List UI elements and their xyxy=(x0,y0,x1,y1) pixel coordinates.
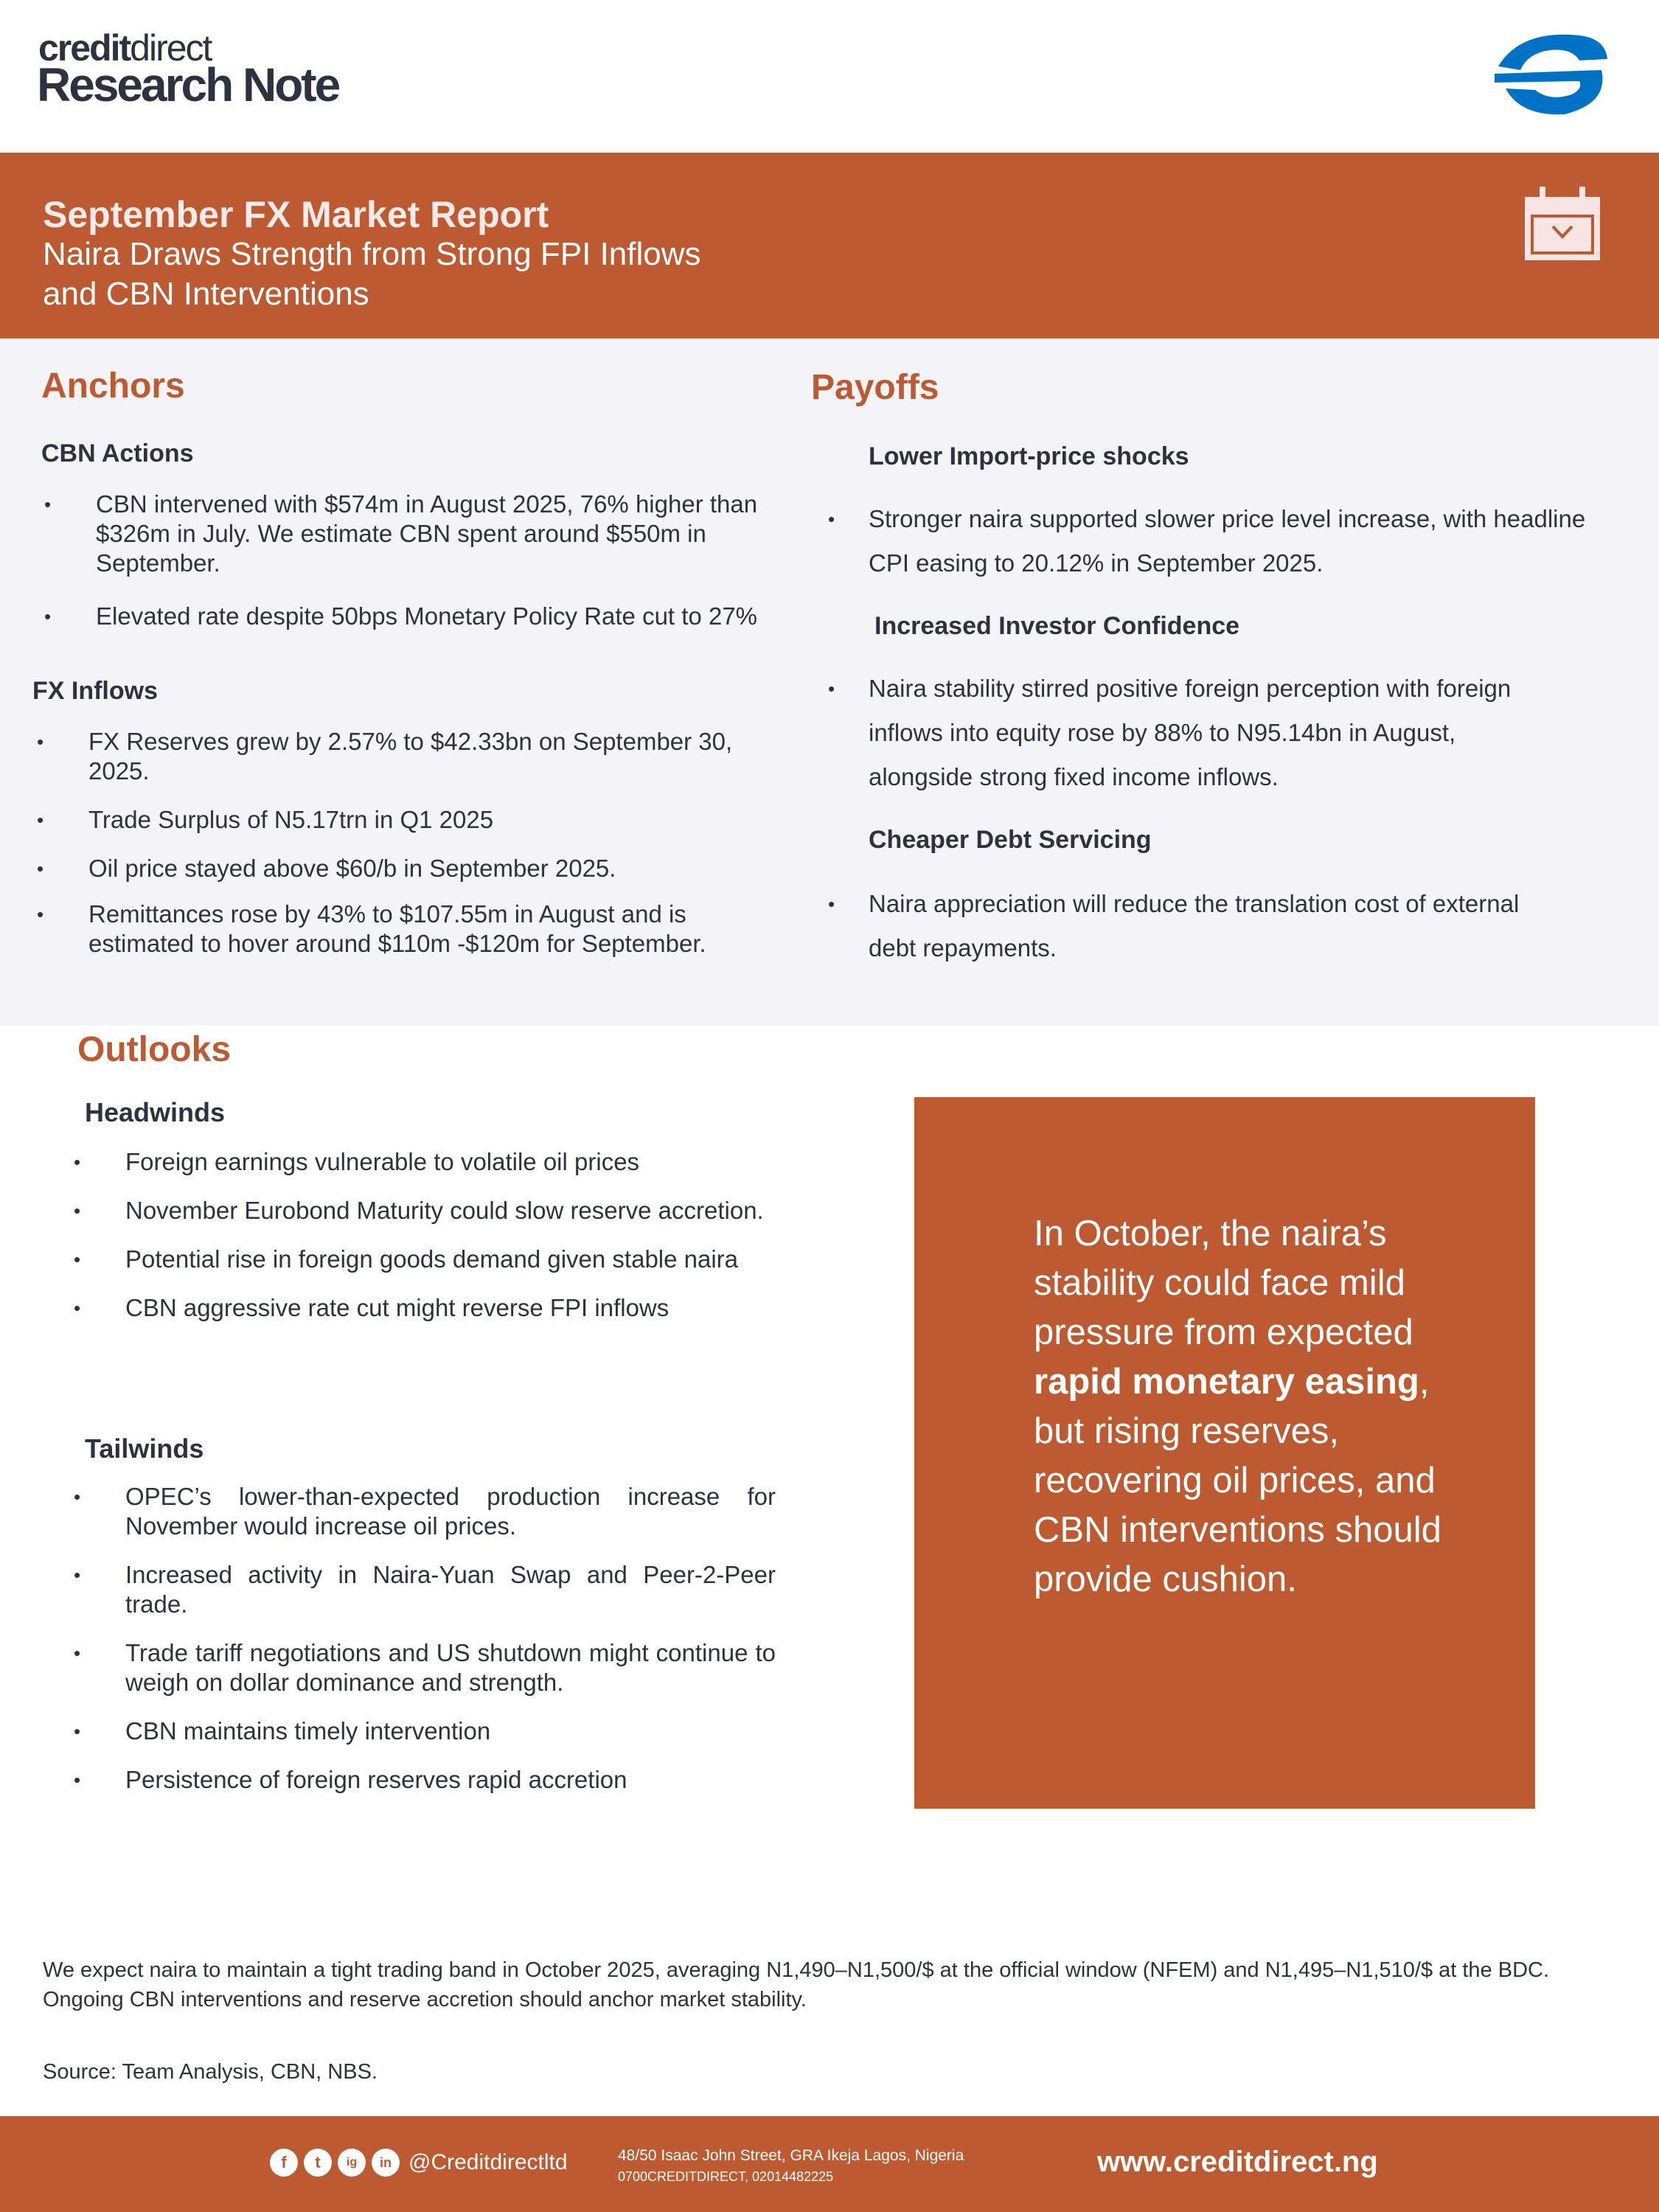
list-item: • Naira appreciation will reduce the translation cost of external debt repayments. xyxy=(869,882,1562,970)
footer xyxy=(0,2116,1659,2212)
payoff-list xyxy=(869,882,1562,970)
website-link[interactable]: www.creditdirect.ng xyxy=(1097,2146,1378,2178)
payoff-title: Lower Import-price shocks xyxy=(869,442,1189,470)
company-logo-icon xyxy=(1491,29,1609,118)
payoffs-heading: Payoffs xyxy=(811,368,939,407)
list-item: • OPEC’s lower-than-expected production increase for November would increase oil prices. xyxy=(125,1482,776,1541)
list-item: • Potential rise in foreign goods demand given stable naira xyxy=(125,1245,776,1274)
list-item: • Trade Surplus of N5.17trn in Q1 2025 xyxy=(88,805,796,835)
twitter-icon[interactable]: t xyxy=(304,2149,332,2177)
payoff-list xyxy=(869,497,1591,585)
list-item: • Oil price stayed above $60/b in September 2025. xyxy=(88,854,796,883)
report-subtitle: Naira Draws Strength from Strong FPI Inflows and CBN Interventions xyxy=(43,236,701,312)
instagram-icon[interactable]: ig xyxy=(338,2149,366,2177)
list-item: • Trade tariff negotiations and US shutdown might continue to weigh on dollar dominance and strength. xyxy=(125,1638,776,1697)
list-item: • FX Reserves grew by 2.57% to $42.33bn on September 30, 2025. xyxy=(88,727,796,786)
outlook-callout-text: In October, the naira’s stability could face mild pressure from expected rapid monetary easing, but rising reserves, recovering oil prices, and CBN interventions should provide cushion. xyxy=(1034,1214,1441,1599)
tailwinds-list xyxy=(125,1482,776,1795)
document-type: Research Note xyxy=(37,58,339,111)
cbn-actions-heading: CBN Actions xyxy=(41,439,194,467)
list-item: • Elevated rate despite 50bps Monetary Policy Rate cut to 27% xyxy=(96,602,789,631)
list-item: • CBN maintains timely intervention xyxy=(125,1717,776,1746)
headwinds-heading: Headwinds xyxy=(85,1097,226,1127)
list-item: • Remittances rose by 43% to $107.55m in August and is estimated to hover around $110m -$120m for September. xyxy=(88,900,796,959)
anchors-heading: Anchors xyxy=(41,366,185,406)
source-note: Source: Team Analysis, CBN, NBS. xyxy=(43,2060,378,2084)
calendar-icon xyxy=(1523,184,1601,262)
brand-name: creditdirect xyxy=(38,27,212,69)
list-item: • Foreign earnings vulnerable to volatile oil prices xyxy=(125,1147,776,1177)
contact-info xyxy=(618,2146,964,2187)
address: 48/50 Isaac John Street, GRA Ikeja Lagos, Nigeria xyxy=(618,2147,964,2164)
social-handle[interactable]: @Creditdirectltd xyxy=(408,2150,568,2174)
fx-inflows-heading: FX Inflows xyxy=(32,677,158,705)
list-item: • Stronger naira supported slower price level increase, with headline CPI easing to 20.12% in September 2025. xyxy=(869,497,1591,585)
linkedin-icon[interactable]: in xyxy=(372,2149,400,2177)
payoff-title: Increased Investor Confidence xyxy=(874,612,1240,640)
list-item: • CBN intervened with $574m in August 2025, 76% higher than $326m in July. We estimate CBN spent around $550m in September. xyxy=(96,490,789,578)
list-item: • Persistence of foreign reserves rapid accretion xyxy=(125,1765,776,1795)
phone-numbers: 0700CREDITDIRECT, 02014482225 xyxy=(618,2169,834,2184)
summary-paragraph: We expect naira to maintain a tight trading band in October 2025, averaging N1,490–N1,500/$ at the official window (NFEM) and N1,495–N1,510/$ at the BDC. Ongoing CBN interventions and reserve accretion should anchor market stability. xyxy=(43,1958,1550,2011)
fx-inflows-list xyxy=(88,727,796,959)
outlooks-heading: Outlooks xyxy=(77,1030,232,1069)
list-item: • Increased activity in Naira-Yuan Swap and Peer-2-Peer trade. xyxy=(125,1560,776,1619)
report-title: September FX Market Report xyxy=(43,194,549,235)
tailwinds-heading: Tailwinds xyxy=(85,1433,204,1464)
list-item: • CBN aggressive rate cut might reverse FPI inflows xyxy=(125,1293,776,1323)
social-links xyxy=(270,2149,568,2177)
list-item: • Naira stability stirred positive foreign perception with foreign inflows into equity rose by 88% to N95.14bn in August, alongside strong fixed income inflows. xyxy=(869,667,1562,799)
payoff-title: Cheaper Debt Servicing xyxy=(869,826,1152,854)
facebook-icon[interactable]: f xyxy=(270,2149,298,2177)
headwinds-list xyxy=(125,1147,776,1323)
cbn-actions-list xyxy=(96,490,789,631)
list-item: • November Eurobond Maturity could slow reserve accretion. xyxy=(125,1196,776,1225)
payoff-list xyxy=(869,667,1562,799)
